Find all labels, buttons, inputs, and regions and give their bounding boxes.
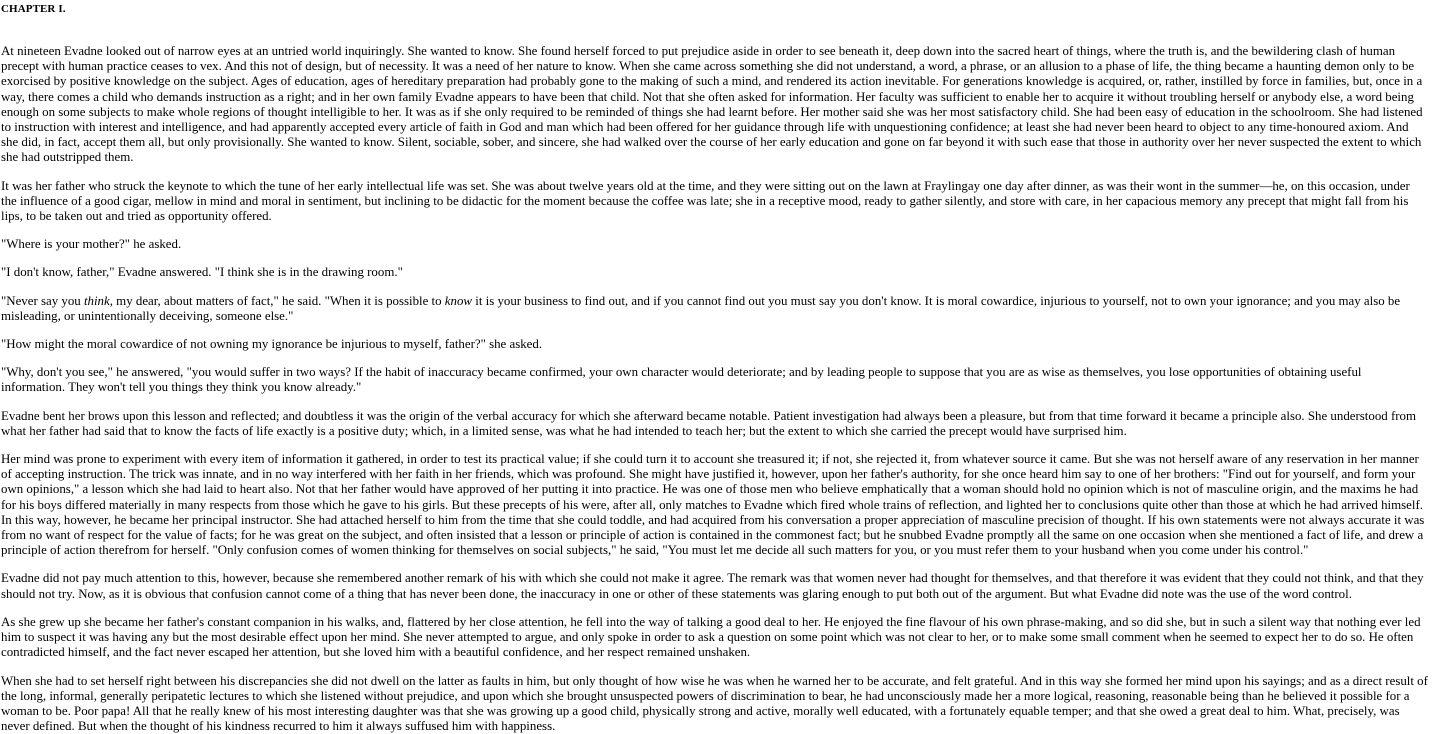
paragraph-11: As she grew up she became her father's constant companion in his walks, and, flattered by her close attention, he fell into the way of talking a good deal to her. He enjoyed the fine flavour of his own phrase-making, and so did she, but in such a silent way that nothing ever led him to suspect it was having any but the most desirable effect upon her mind. She never attempted to argue, and only spoke in order to ask a question on some point which was not clear to her, or to make some small comment when he seemed to expect her to do so. He often contradicted himself, and the fact never escaped her attention, but she loved him with a beautiful confidence, and her respect remained unshaken. <box>1 615 1433 661</box>
paragraph-5-part-5: it is your business to find out, and if you cannot find out you must say you don't know. It is moral cowardice, injurious to yourself, not to own your ignorance; and you may also be misleading, or unintentionally deceiving, someone else." <box>1 294 1400 323</box>
emphasis-think: think <box>84 294 110 308</box>
chapter-heading: CHAPTER I. <box>1 3 1433 16</box>
document-page <box>0 3 1433 725</box>
paragraph-3: "Where is your mother?" he asked. <box>1 237 1433 252</box>
paragraph-7: "Why, don't you see," he answered, "you would suffer in two ways? If the habit of inaccuracy became confirmed, your own character would deteriorate; and by leading people to suppose that you are as wise as themselves, you lose opportunities of obtaining useful information. They won't tell you things they think you know already." <box>1 365 1433 395</box>
paragraph-5-part-3: , my dear, about matters of fact," he said. "When it is possible to <box>110 294 445 308</box>
paragraph-8: Evadne bent her brows upon this lesson and reflected; and doubtless it was the origin of the verbal accuracy for which she afterward became notable. Patient investigation had always been a pleasure, but from that time forward it became a principle also. She understood from what her father had said that to know the facts of life exactly is a positive duty; which, in a limited sense, was what he had intended to teach her; but the extent to which she carried the precept would have surprised him. <box>1 409 1433 439</box>
paragraph-4: "I don't know, father," Evadne answered. "I think she is in the drawing room." <box>1 265 1433 280</box>
paragraph-2: It was her father who struck the keynote to which the tune of her early intellectual life was set. She was about twelve years old at the time, and they were sitting out on the lawn at Fraylingay one day after dinner, as was their wont in the summer—he, on this occasion, under the influence of a good cigar, mellow in mind and moral in sentiment, but inclining to be didactic for the moment because the coffee was late; she in a receptive mood, ready to gather silently, and store with care, in her capacious memory any precept that might fall from his lips, to be taken out and tried as opportunity offered. <box>1 179 1433 225</box>
paragraph-12: When she had to set herself right between his discrepancies she did not dwell on the latter as faults in him, but only thought of how wise he was when he warned her to be accurate, and felt grateful. And in this way she formed her mind upon his sayings; and as a direct result of the long, informal, generally peripatetic lectures to which she listened without prejudice, and upon which she brought unsuspected powers of discrimination to bear, he had unconsciously made her a more logical, reasoning, reasonable being than he believed it possible for a woman to be. Poor papa! All that he really knew of his most interesting daughter was that she was growing up a good child, physically strong and active, morally well educated, with a fortunately equable temper; and that she owed a great deal to him. What, precisely, was never defined. But when the thought of his kindness recurred to him it always suffused him with happiness. <box>1 674 1433 734</box>
paragraph-10: Evadne did not pay much attention to this, however, because she remembered another remark of his with which she could not make it agree. The remark was that women never had thought for themselves, and that therefore it was evident that they could not think, and that they should not try. Now, as it is obvious that confusion cannot come of a thing that has never been done, the inaccuracy in one or other of these statements was glaring enough to put both out of the argument. But what Evadne did note was the use of the word control. <box>1 571 1433 601</box>
paragraph-5-part-1: "Never say you <box>1 294 84 308</box>
paragraph-6: "How might the moral cowardice of not owning my ignorance be injurious to myself, father?" she asked. <box>1 337 1433 352</box>
emphasis-know: know <box>445 294 472 308</box>
paragraph-1: At nineteen Evadne looked out of narrow eyes at an untried world inquiringly. She wanted to know. She found herself forced to put prejudice aside in order to see beneath it, deep down into the sacred heart of things, where the truth is, and the bewildering clash of human precept with human practice ceases to vex. And this not of design, but of necessity. It was a need of her nature to know. When she came across something she did not understand, a word, a phrase, or an allusion to a phase of life, the thing became a haunting demon only to be exorcised by positive knowledge on the subject. Ages of education, ages of hereditary preparation had probably gone to the making of such a mind, and rendered its action inevitable. For generations knowledge is acquired, or, rather, instilled by force in families, but, once in a way, there comes a child who demands instruction as a right; and in her own family Evadne appears to have been that child. Not that she often asked for information. Her faculty was sufficient to enable her to acquire it without troubling herself or anybody else, a word being enough on some subjects to make whole regions of thought intelligible to her. It was as if she only required to be reminded of things she had learnt before. Her mother said she was her most satisfactory child. She had been easy of education in the schoolroom. She had listened to instruction with interest and intelligence, and had apparently accepted every article of faith in God and man which had been offered for her guidance through life with unquestioning confidence; at least she had never been heard to object to any time-honoured axiom. And she did, in fact, accept them all, but only provisionally. She wanted to know. Silent, sociable, sober, and sincere, she had walked over the course of her early education and gone on far beyond it with such ease that those in authority over her never suspected the extent to which she had outstripped them. <box>1 44 1433 166</box>
paragraph-5 <box>1 294 1433 324</box>
paragraph-9: Her mind was prone to experiment with every item of information it gathered, in order to test its practical value; if she could turn it to account she treasured it; if not, she rejected it, from whatever source it came. But she was not herself aware of any reservation in her manner of accepting instruction. The trick was innate, and in no way interfered with her faith in her friends, which was profound. She might have justified it, however, upon her father's authority, for she once heard him say to one of her brothers: "Find out for yourself, and form your own opinions," a lesson which she had laid to heart also. Not that her father would have approved of her putting it into practice. He was one of those men who believe emphatically that a woman should hold no opinion which is not of masculine origin, and the maxims he had for his boys differed materially in many respects from those which he gave to his girls. But these precepts of his were, after all, only matches to Evadne which fired whole trains of reflection, and lighted her to conclusions quite other than those at which he had arrived himself. In this way, however, he became her principal instructor. She had attached herself to him from the time that she could toddle, and had acquired from his conversation a proper appreciation of masculine precision of thought. If his own statements were not always accurate it was from no want of respect for the value of facts; for he was great on the subject, and often insisted that a lesson or principle of action is contained in the commonest fact; but he snubbed Evadne promptly all the same on one occasion when she mentioned a fact of life, and drew a principle of action therefrom for herself. "Only confusion comes of women thinking for themselves on social subjects," he said, "You must let me decide all such matters for you, or you must refer them to your husband when you come under his control." <box>1 452 1433 558</box>
